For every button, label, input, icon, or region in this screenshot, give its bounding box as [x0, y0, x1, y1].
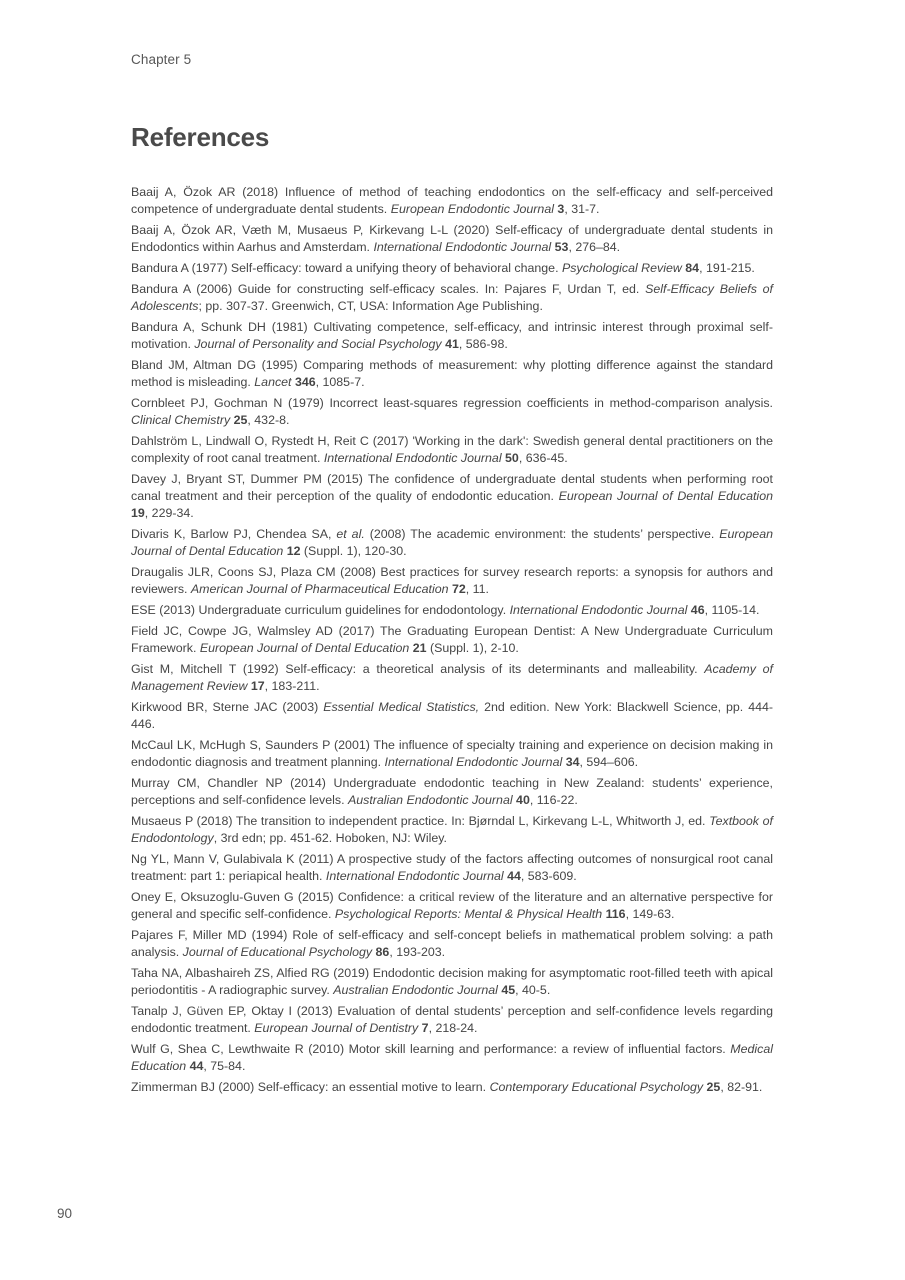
reference-segment-italic: Medical Education	[131, 1041, 773, 1073]
reference-segment-plain: Davey J, Bryant ST, Dummer PM (2015) The confidence of undergraduate dental students when performing root canal treatment and their perception of the quality of endodontic education.	[131, 471, 773, 503]
reference-segment-plain: Baaij A, Özok AR, Væth M, Musaeus P, Kirkevang L-L (2020) Self-efficacy of undergraduate dental students in Endodontics within Aarhus and Amsterdam.	[131, 223, 773, 255]
reference-entry	[131, 737, 773, 772]
reference-entry	[131, 184, 773, 219]
reference-segment-bold: 53	[554, 240, 569, 255]
reference-segment-bold: 116	[605, 907, 626, 921]
reference-segment-plain: Zimmerman BJ (2000) Self-efficacy: an essential motive to learn.	[131, 1079, 490, 1094]
reference-segment-italic: International Endodontic Journal	[325, 869, 504, 883]
reference-segment-bold: 25	[233, 413, 248, 427]
reference-segment-plain: Oney E, Oksuzoglu-Guven G (2015) Confidence: a critical review of the literature and an alternative perspective for general and specific self-confidence.	[131, 889, 773, 921]
reference-segment-plain: (Suppl. 1), 120-30.	[300, 544, 407, 559]
page-title: References	[131, 122, 270, 152]
reference-segment-plain: , 116-22.	[529, 793, 578, 807]
reference-segment-bold: 3	[557, 202, 565, 217]
reference-segment-plain: , 1085-7.	[315, 375, 365, 389]
reference-segment-italic: Lancet	[254, 375, 292, 389]
reference-entry	[131, 1041, 773, 1076]
reference-entry	[131, 813, 773, 848]
reference-segment-italic: Contemporary Educational Psychology	[489, 1079, 704, 1094]
reference-entry	[131, 319, 773, 354]
reference-segment-bold: 25	[706, 1079, 721, 1094]
reference-segment-plain: , 432-8.	[247, 413, 290, 427]
reference-segment-plain: Draugalis JLR, Coons SJ, Plaza CM (2008) Best practices for survey research reports: a synopsis for authors and reviewers.	[131, 565, 773, 597]
reference-segment-bold: 40	[516, 793, 530, 807]
reference-entry	[131, 471, 773, 523]
reference-segment-bold: 46	[690, 603, 705, 617]
reference-segment-plain: , 1105-14.	[704, 603, 760, 617]
reference-segment-bold: 72	[451, 582, 466, 597]
reference-segment-italic: Essential Medical Statistics,	[323, 699, 480, 714]
reference-entry	[131, 564, 773, 599]
reference-entry	[131, 1079, 773, 1096]
reference-segment-italic: et al.	[336, 527, 365, 541]
reference-segment-bold: 45	[501, 983, 516, 997]
reference-segment-bold: 44	[189, 1059, 204, 1073]
reference-segment-bold: 50	[505, 451, 519, 465]
reference-segment-plain: 2nd edition. New York: Blackwell Science, pp. 444-446.	[131, 699, 773, 731]
reference-segment-plain: Murray CM, Chandler NP (2014) Undergraduate endodontic teaching in New Zealand: students’ experience, perceptions and self-confidence levels.	[131, 775, 773, 807]
reference-segment-plain: Bandura A (1977) Self-efficacy: toward a unifying theory of behavioral change.	[131, 261, 562, 275]
reference-entry	[131, 433, 773, 468]
reference-segment-italic: Textbook of Endodontology	[131, 813, 773, 845]
reference-segment-plain: Dahlström L, Lindwall O, Rystedt H, Reit C (2017) 'Working in the dark': Swedish general dental practitioners on the complexity of root canal treatment.	[131, 433, 773, 465]
reference-segment-plain: , 193-203.	[389, 945, 446, 959]
reference-segment-plain: McCaul LK, McHugh S, Saunders P (2001) The influence of specialty training and experience on decision making in endodontic diagnosis and treatment planning.	[131, 737, 773, 769]
reference-segment-italic: Psychological Review	[561, 261, 682, 275]
reference-segment-plain: Cornbleet PJ, Gochman N (1979) Incorrect least-squares regression coefficients in method-comparison analysis.	[131, 395, 773, 410]
reference-segment-plain: , 594–606.	[579, 755, 639, 769]
reference-segment-bold: 44	[507, 869, 521, 883]
reference-entry	[131, 661, 773, 696]
reference-segment-bold: 346	[294, 375, 316, 389]
reference-segment-bold: 41	[445, 337, 459, 351]
reference-segment-italic: Australian Endodontic Journal	[347, 793, 513, 807]
reference-segment-italic: International Endodontic Journal	[384, 755, 563, 769]
reference-entry	[131, 775, 773, 810]
reference-segment-italic: International Endodontic Journal	[509, 603, 688, 617]
reference-segment-bold: 84	[685, 261, 700, 275]
reference-segment-bold: 17	[250, 679, 265, 693]
reference-segment-plain: , 82-91.	[720, 1079, 763, 1094]
reference-segment-plain: Bland JM, Altman DG (1995) Comparing methods of measurement: why plotting difference against the standard method is misleading.	[131, 357, 773, 389]
reference-entry	[131, 222, 773, 257]
reference-segment-italic: Academy of Management Review	[131, 661, 773, 693]
reference-segment-bold: 12	[286, 544, 301, 559]
reference-entry	[131, 889, 773, 924]
reference-segment-italic: Self-Efficacy Beliefs of Adolescents	[131, 281, 773, 313]
reference-segment-plain: Tanalp J, Güven EP, Oktay I (2013) Evaluation of dental students’ perception and self-confidence levels regarding endodontic treatment.	[131, 1003, 773, 1035]
reference-segment-plain: Gist M, Mitchell T (1992) Self-efficacy: a theoretical analysis of its determinants and malleability.	[131, 661, 705, 676]
reference-segment-bold: 34	[565, 755, 580, 769]
reference-segment-plain: , 586-98.	[458, 337, 508, 351]
reference-segment-bold: 21	[412, 641, 427, 655]
reference-segment-plain: , 229-34.	[144, 506, 194, 521]
reference-segment-bold: 7	[421, 1021, 429, 1035]
reference-segment-italic: Journal of Educational Psychology	[182, 945, 373, 959]
reference-segment-plain: , 191-215.	[699, 261, 755, 275]
reference-segment-italic: Journal of Personality and Social Psychology	[194, 337, 442, 351]
reference-segment-plain: , 149-63.	[625, 907, 675, 921]
reference-segment-plain: (2008) The academic environment: the students’ perspective.	[364, 527, 720, 541]
reference-segment-plain: , 40-5.	[515, 983, 551, 997]
reference-segment-italic: European Journal of Dentistry	[254, 1021, 419, 1035]
reference-segment-plain: Kirkwood BR, Sterne JAC (2003)	[131, 699, 324, 714]
reference-entry	[131, 927, 773, 962]
reference-segment-plain: , 3rd edn; pp. 451-62. Hoboken, NJ: Wiley.	[213, 831, 447, 845]
reference-list	[131, 184, 773, 1099]
reference-segment-plain: Baaij A, Özok AR (2018) Influence of method of teaching endodontics on the self-efficacy and self-perceived competence of undergraduate dental students.	[131, 185, 773, 217]
reference-segment-plain: Divaris K, Barlow PJ, Chendea SA,	[131, 527, 337, 541]
reference-segment-plain: ESE (2013) Undergraduate curriculum guidelines for endodontology.	[131, 603, 510, 617]
reference-entry	[131, 965, 773, 1000]
reference-entry	[131, 281, 773, 316]
reference-segment-plain: ; pp. 307-37. Greenwich, CT, USA: Information Age Publishing.	[198, 299, 543, 313]
reference-segment-plain: , 31-7.	[564, 202, 600, 217]
reference-segment-plain: , 75-84.	[203, 1059, 246, 1073]
reference-entry	[131, 260, 773, 277]
reference-segment-plain: Ng YL, Mann V, Gulabivala K (2011) A prospective study of the factors affecting outcomes of nonsurgical root canal treatment: part 1: periapical health.	[131, 851, 773, 883]
reference-segment-plain: Pajares F, Miller MD (1994) Role of self-efficacy and self-concept beliefs in mathematical problem solving: a path analysis.	[131, 927, 773, 959]
reference-entry	[131, 526, 773, 561]
running-header-chapter: Chapter 5	[131, 52, 192, 67]
reference-entry	[131, 602, 773, 619]
reference-segment-plain: Bandura A, Schunk DH (1981) Cultivating competence, self-efficacy, and intrinsic interest through proximal self-motivation.	[131, 319, 773, 351]
reference-segment-italic: European Endodontic Journal	[390, 202, 554, 217]
reference-segment-plain: Musaeus P (2018) The transition to independent practice. In: Bjørndal L, Kirkevang L-L, Whitworth J, ed.	[131, 813, 710, 828]
reference-segment-plain: , 218-24.	[428, 1021, 478, 1035]
page-number: 90	[57, 1206, 73, 1221]
reference-segment-plain: Field JC, Cowpe JG, Walmsley AD (2017) The Graduating European Dentist: A New Undergraduate Curriculum Framework.	[131, 623, 773, 655]
reference-segment-italic: European Journal of Dental Education	[199, 641, 410, 655]
reference-segment-bold: 86	[375, 945, 390, 959]
reference-segment-italic: Clinical Chemistry	[131, 413, 231, 427]
reference-segment-plain: , 11.	[465, 582, 489, 597]
reference-segment-italic: Australian Endodontic Journal	[333, 983, 498, 997]
reference-segment-plain: Taha NA, Albashaireh ZS, Alfied RG (2019) Endodontic decision making for asymptomatic root-filled teeth with apical periodontitis - A radiographic survey.	[131, 965, 773, 997]
reference-entry	[131, 357, 773, 392]
reference-entry	[131, 851, 773, 886]
reference-segment-plain: Wulf G, Shea C, Lewthwaite R (2010) Motor skill learning and performance: a review of influential factors.	[131, 1041, 731, 1056]
reference-segment-italic: American Journal of Pharmaceutical Education	[190, 582, 449, 597]
reference-entry	[131, 699, 773, 734]
reference-segment-italic: European Journal of Dental Education	[131, 527, 773, 559]
reference-segment-italic: European Journal of Dental Education	[558, 489, 773, 503]
reference-segment-italic: International Endodontic Journal	[373, 240, 552, 255]
reference-segment-plain: Bandura A (2006) Guide for constructing self-efficacy scales. In: Pajares F, Urdan T, ed.	[131, 281, 646, 296]
reference-segment-italic: Psychological Reports: Mental & Physical Health	[334, 907, 603, 921]
reference-segment-plain: , 276–84.	[568, 240, 621, 255]
reference-segment-plain: , 583-609.	[520, 869, 577, 883]
reference-segment-plain: , 636-45.	[518, 451, 568, 465]
reference-segment-italic: International Endodontic Journal	[323, 451, 502, 465]
reference-segment-plain: (Suppl. 1), 2-10.	[426, 641, 519, 655]
reference-entry	[131, 395, 773, 430]
reference-segment-bold: 19	[131, 506, 145, 521]
reference-entry	[131, 623, 773, 658]
reference-segment-plain: , 183-211.	[264, 679, 320, 693]
reference-entry	[131, 1003, 773, 1038]
